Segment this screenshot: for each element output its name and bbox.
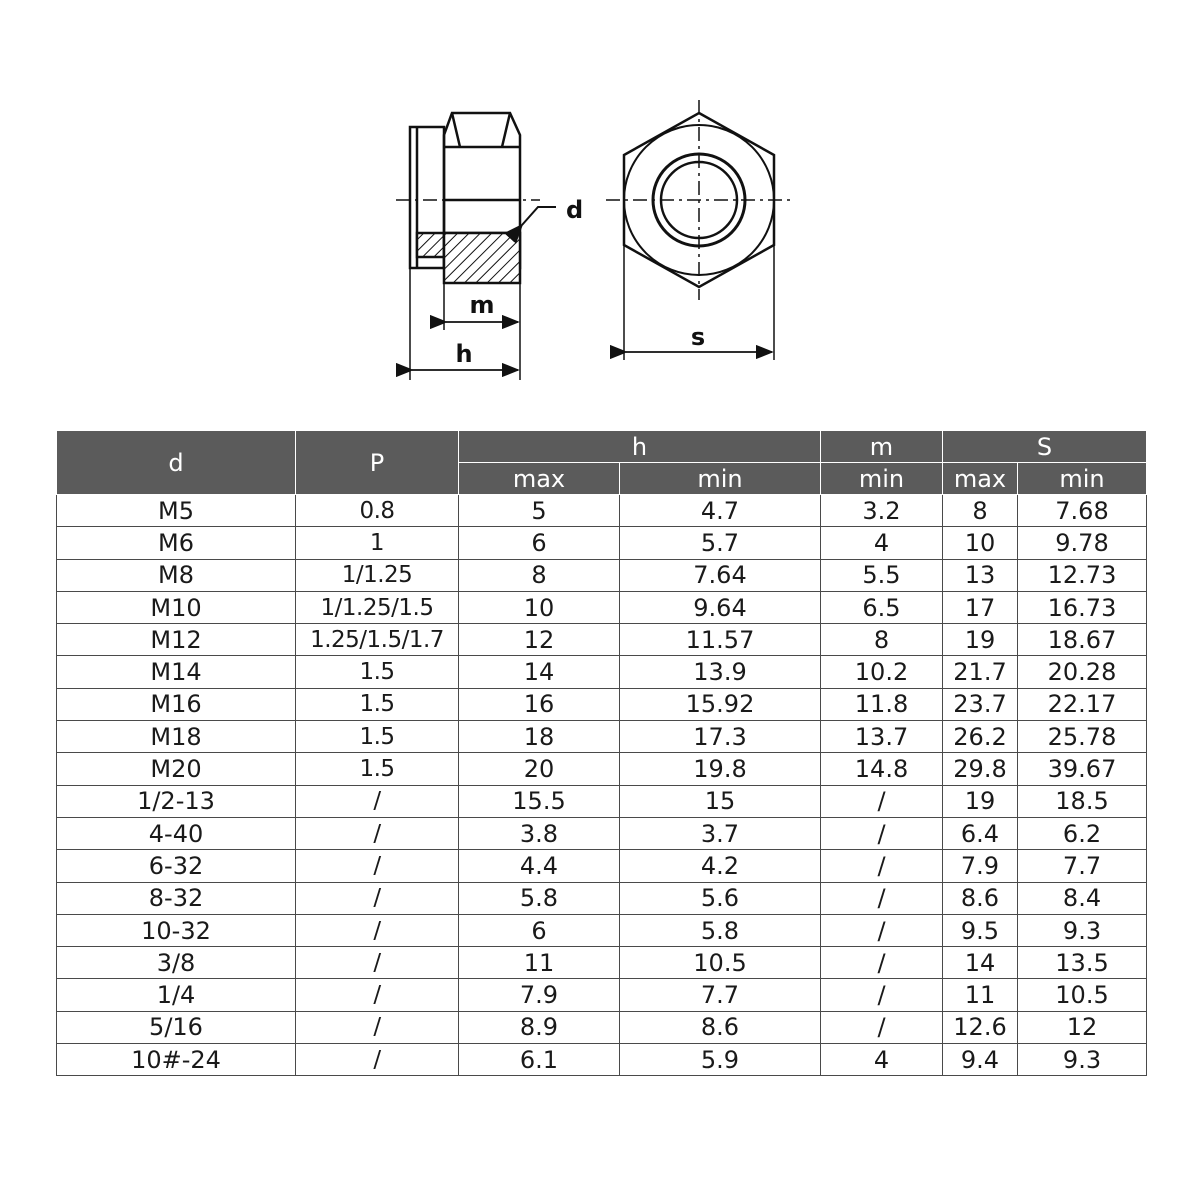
cell-s-min: 9.78 (1018, 527, 1147, 559)
cell-h-min: 5.8 (620, 914, 821, 946)
cell-s-max: 19 (943, 624, 1018, 656)
cell-s-max: 11 (943, 979, 1018, 1011)
cell-h-min: 10.5 (620, 947, 821, 979)
cell-h-max: 12 (459, 624, 620, 656)
cell-p: / (296, 914, 459, 946)
cell-m-min: 13.7 (821, 721, 943, 753)
cell-m-min: / (821, 850, 943, 882)
d-label: d (566, 196, 584, 224)
header-m: m (821, 431, 943, 463)
cell-h-max: 8 (459, 559, 620, 591)
table-row (57, 914, 1147, 946)
cell-h-max: 3.8 (459, 817, 620, 849)
cell-h-min: 5.6 (620, 882, 821, 914)
cell-s-max: 8 (943, 495, 1018, 527)
cell-h-max: 20 (459, 753, 620, 785)
cell-m-min: 6.5 (821, 591, 943, 623)
cell-d: 10-32 (57, 914, 296, 946)
cell-h-min: 15 (620, 785, 821, 817)
cell-h-max: 14 (459, 656, 620, 688)
cell-s-max: 26.2 (943, 721, 1018, 753)
cell-h-min: 8.6 (620, 1011, 821, 1043)
cell-s-max: 7.9 (943, 850, 1018, 882)
cell-h-min: 5.9 (620, 1044, 821, 1076)
cell-s-min: 18.5 (1018, 785, 1147, 817)
cell-d: 10#-24 (57, 1044, 296, 1076)
cell-s-min: 13.5 (1018, 947, 1147, 979)
header-s-min: min (1018, 463, 1147, 495)
cell-m-min: / (821, 914, 943, 946)
cell-d: 8-32 (57, 882, 296, 914)
cell-h-min: 19.8 (620, 753, 821, 785)
cell-p: 1 (296, 527, 459, 559)
cell-h-min: 9.64 (620, 591, 821, 623)
cell-m-min: / (821, 1011, 943, 1043)
table-row (57, 979, 1147, 1011)
cell-h-max: 10 (459, 591, 620, 623)
cell-s-min: 20.28 (1018, 656, 1147, 688)
cell-s-min: 12 (1018, 1011, 1147, 1043)
cell-p: / (296, 882, 459, 914)
cell-h-min: 7.64 (620, 559, 821, 591)
cell-h-max: 16 (459, 688, 620, 720)
cell-p: / (296, 1044, 459, 1076)
cell-s-min: 8.4 (1018, 882, 1147, 914)
front-view (606, 100, 792, 360)
table-row (57, 753, 1147, 785)
cell-h-min: 4.7 (620, 495, 821, 527)
thread-section-hatch (444, 233, 520, 283)
side-view (396, 113, 556, 380)
cell-m-min: 4 (821, 1044, 943, 1076)
cell-m-min: / (821, 979, 943, 1011)
cell-s-min: 6.2 (1018, 817, 1147, 849)
table-row (57, 721, 1147, 753)
cell-d: 5/16 (57, 1011, 296, 1043)
cell-s-min: 10.5 (1018, 979, 1147, 1011)
cell-h-max: 18 (459, 721, 620, 753)
cell-h-max: 4.4 (459, 850, 620, 882)
cell-s-max: 12.6 (943, 1011, 1018, 1043)
cell-h-min: 7.7 (620, 979, 821, 1011)
header-d: d (57, 431, 296, 495)
nylon-insert-hatch (417, 233, 444, 257)
table-row (57, 1044, 1147, 1076)
cell-m-min: 8 (821, 624, 943, 656)
cell-p: 1.5 (296, 753, 459, 785)
cell-p: 1.5 (296, 656, 459, 688)
header-p: P (296, 431, 459, 495)
cell-p: 1.5 (296, 721, 459, 753)
cell-s-max: 6.4 (943, 817, 1018, 849)
table-row (57, 656, 1147, 688)
cell-h-max: 5 (459, 495, 620, 527)
cell-d: M14 (57, 656, 296, 688)
cell-d: 4-40 (57, 817, 296, 849)
cell-m-min: 4 (821, 527, 943, 559)
table-row (57, 559, 1147, 591)
cell-d: 3/8 (57, 947, 296, 979)
nut-technical-drawing (0, 0, 1200, 420)
cell-s-max: 9.5 (943, 914, 1018, 946)
cell-m-min: / (821, 947, 943, 979)
cell-s-min: 18.67 (1018, 624, 1147, 656)
cell-p: / (296, 979, 459, 1011)
cell-m-min: / (821, 785, 943, 817)
cell-p: / (296, 817, 459, 849)
cell-d: M8 (57, 559, 296, 591)
cell-h-max: 6 (459, 914, 620, 946)
cell-p: 1.5 (296, 688, 459, 720)
m-label: m (469, 291, 495, 319)
cell-h-max: 6 (459, 527, 620, 559)
cell-d: M5 (57, 495, 296, 527)
cell-m-min: 5.5 (821, 559, 943, 591)
table-row (57, 947, 1147, 979)
table-row (57, 817, 1147, 849)
cell-d: M6 (57, 527, 296, 559)
header-h-max: max (459, 463, 620, 495)
cell-h-min: 13.9 (620, 656, 821, 688)
cell-s-max: 29.8 (943, 753, 1018, 785)
cell-d: 6-32 (57, 850, 296, 882)
header-s: S (943, 431, 1147, 463)
cell-s-min: 25.78 (1018, 721, 1147, 753)
cell-m-min: 14.8 (821, 753, 943, 785)
cell-h-max: 7.9 (459, 979, 620, 1011)
cell-s-min: 9.3 (1018, 914, 1147, 946)
table-row (57, 527, 1147, 559)
cell-s-min: 7.68 (1018, 495, 1147, 527)
cell-s-min: 7.7 (1018, 850, 1147, 882)
cell-m-min: 11.8 (821, 688, 943, 720)
cell-s-min: 9.3 (1018, 1044, 1147, 1076)
table-row (57, 624, 1147, 656)
cell-s-max: 10 (943, 527, 1018, 559)
table-row (57, 495, 1147, 527)
table-row (57, 688, 1147, 720)
header-s-max: max (943, 463, 1018, 495)
header-h-min: min (620, 463, 821, 495)
cell-h-min: 11.57 (620, 624, 821, 656)
cell-s-min: 39.67 (1018, 753, 1147, 785)
cell-s-min: 16.73 (1018, 591, 1147, 623)
cell-m-min: 10.2 (821, 656, 943, 688)
cell-h-min: 17.3 (620, 721, 821, 753)
cell-s-max: 19 (943, 785, 1018, 817)
header-m-min: min (821, 463, 943, 495)
cell-p: / (296, 1011, 459, 1043)
cell-s-max: 13 (943, 559, 1018, 591)
cell-d: 1/2-13 (57, 785, 296, 817)
cell-h-min: 15.92 (620, 688, 821, 720)
table-row (57, 785, 1147, 817)
cell-s-min: 22.17 (1018, 688, 1147, 720)
table-row (57, 882, 1147, 914)
cell-d: M16 (57, 688, 296, 720)
cell-p: / (296, 785, 459, 817)
cell-p: / (296, 850, 459, 882)
header-h: h (459, 431, 821, 463)
cell-h-max: 6.1 (459, 1044, 620, 1076)
d-leader-line (522, 207, 556, 225)
cell-d: M10 (57, 591, 296, 623)
s-label: s (690, 323, 706, 351)
cell-d: 1/4 (57, 979, 296, 1011)
cell-m-min: / (821, 817, 943, 849)
cell-s-max: 8.6 (943, 882, 1018, 914)
cell-d: M20 (57, 753, 296, 785)
cell-p: 0.8 (296, 495, 459, 527)
cell-s-max: 14 (943, 947, 1018, 979)
cell-h-min: 5.7 (620, 527, 821, 559)
cell-p: 1/1.25 (296, 559, 459, 591)
dimension-table (56, 430, 1147, 1076)
cell-s-max: 23.7 (943, 688, 1018, 720)
cell-p: 1.25/1.5/1.7 (296, 624, 459, 656)
cell-m-min: / (821, 882, 943, 914)
cell-s-max: 21.7 (943, 656, 1018, 688)
cell-s-max: 17 (943, 591, 1018, 623)
cell-h-max: 15.5 (459, 785, 620, 817)
table-row (57, 591, 1147, 623)
table-row (57, 1011, 1147, 1043)
cell-p: / (296, 947, 459, 979)
cell-h-min: 3.7 (620, 817, 821, 849)
cell-m-min: 3.2 (821, 495, 943, 527)
cell-p: 1/1.25/1.5 (296, 591, 459, 623)
cell-h-max: 5.8 (459, 882, 620, 914)
cell-h-min: 4.2 (620, 850, 821, 882)
cell-h-max: 8.9 (459, 1011, 620, 1043)
cell-s-min: 12.73 (1018, 559, 1147, 591)
table-row (57, 850, 1147, 882)
table-body (57, 495, 1147, 1076)
cell-h-max: 11 (459, 947, 620, 979)
cell-d: M12 (57, 624, 296, 656)
cell-d: M18 (57, 721, 296, 753)
cell-s-max: 9.4 (943, 1044, 1018, 1076)
h-label: h (455, 340, 473, 368)
